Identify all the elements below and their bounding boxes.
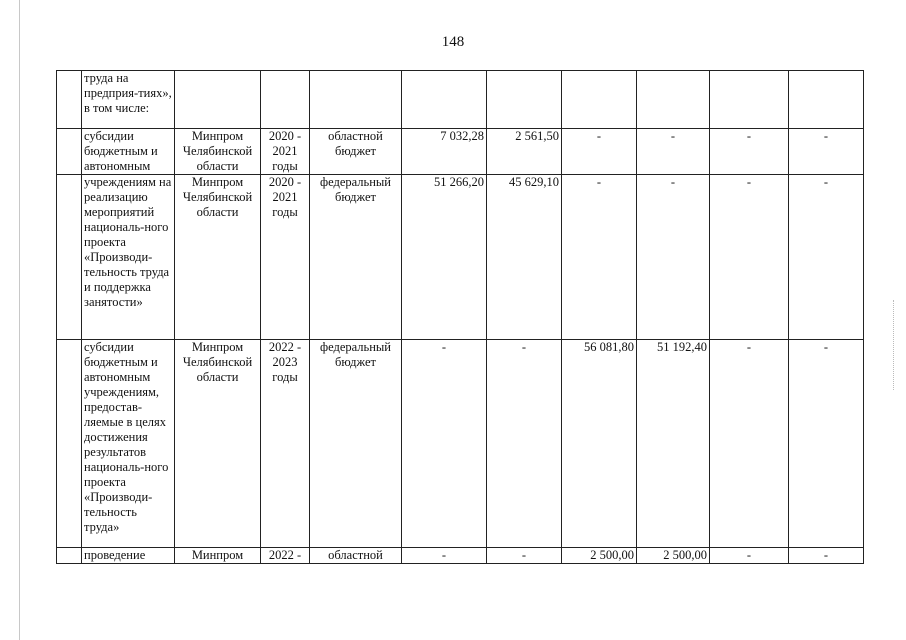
- source-cell: областной: [310, 548, 402, 564]
- value-cell: -: [710, 175, 789, 340]
- executor-cell: Минпром: [175, 548, 261, 564]
- value-cell: [789, 71, 864, 129]
- row-number-cell: [57, 548, 82, 564]
- years-cell: [261, 71, 310, 129]
- value-cell: -: [637, 175, 710, 340]
- row-number-cell: [57, 129, 82, 175]
- row-number-cell: [57, 340, 82, 548]
- description-cell: субсидии бюджетным и автономным: [82, 129, 175, 175]
- years-cell: 2020 - 2021 годы: [261, 129, 310, 175]
- years-cell: 2022 - 2023 годы: [261, 340, 310, 548]
- value-cell: 51 266,20: [402, 175, 487, 340]
- value-cell: 2 561,50: [487, 129, 562, 175]
- budget-table: [56, 70, 864, 564]
- value-cell: 7 032,28: [402, 129, 487, 175]
- table-row: [57, 71, 864, 129]
- value-cell: -: [710, 340, 789, 548]
- row-number-cell: [57, 71, 82, 129]
- value-cell: 2 500,00: [562, 548, 637, 564]
- executor-cell: Минпром Челябинской области: [175, 340, 261, 548]
- value-cell: -: [710, 548, 789, 564]
- value-cell: -: [710, 129, 789, 175]
- table-row: [57, 129, 864, 175]
- years-cell: 2020 - 2021 годы: [261, 175, 310, 340]
- years-cell: 2022 -: [261, 548, 310, 564]
- value-cell: [637, 71, 710, 129]
- value-cell: -: [487, 548, 562, 564]
- value-cell: -: [402, 548, 487, 564]
- value-cell: 45 629,10: [487, 175, 562, 340]
- value-cell: -: [562, 129, 637, 175]
- executor-cell: [175, 71, 261, 129]
- row-number-cell: [57, 175, 82, 340]
- source-cell: федеральный бюджет: [310, 340, 402, 548]
- executor-cell: Минпром Челябинской области: [175, 175, 261, 340]
- value-cell: [402, 71, 487, 129]
- value-cell: -: [637, 129, 710, 175]
- description-cell: субсидии бюджетным и автономным учреждениям, предостав-ляемые в целях достижения результатов националь-ного проекта «Производи-тельность труда»: [82, 340, 175, 548]
- source-cell: [310, 71, 402, 129]
- executor-cell: Минпром Челябинской области: [175, 129, 261, 175]
- value-cell: -: [402, 340, 487, 548]
- value-cell: -: [562, 175, 637, 340]
- value-cell: -: [789, 340, 864, 548]
- source-cell: областной бюджет: [310, 129, 402, 175]
- value-cell: 51 192,40: [637, 340, 710, 548]
- table-row: [57, 340, 864, 548]
- page-number: 148: [441, 34, 465, 50]
- description-cell: труда на предприя-тиях», в том числе:: [82, 71, 175, 129]
- table-row: [57, 175, 864, 340]
- value-cell: [710, 71, 789, 129]
- value-cell: [487, 71, 562, 129]
- value-cell: -: [789, 175, 864, 340]
- value-cell: -: [487, 340, 562, 548]
- description-cell: проведение: [82, 548, 175, 564]
- value-cell: 56 081,80: [562, 340, 637, 548]
- value-cell: -: [789, 129, 864, 175]
- value-cell: [562, 71, 637, 129]
- value-cell: 2 500,00: [637, 548, 710, 564]
- source-cell: федеральный бюджет: [310, 175, 402, 340]
- value-cell: -: [789, 548, 864, 564]
- table-row: [57, 548, 864, 564]
- scan-artifact-dots: [893, 300, 895, 390]
- description-cell: учреждениям на реализацию мероприятий националь-ного проекта «Производи-тельность труда и поддержка занятости»: [82, 175, 175, 340]
- scan-edge-line: [19, 0, 20, 640]
